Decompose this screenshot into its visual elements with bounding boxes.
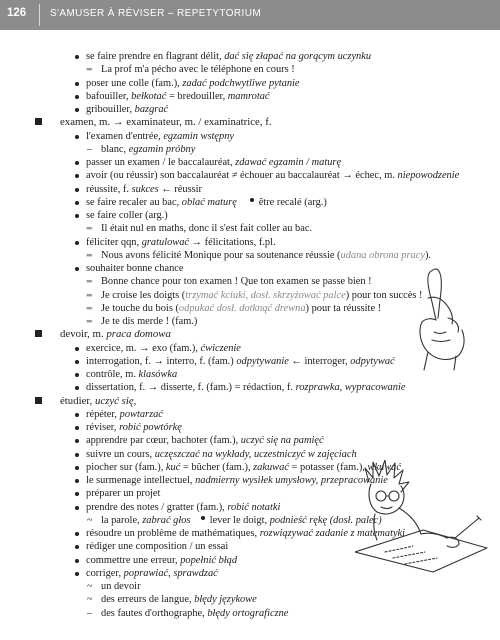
dash-icon: – — [87, 607, 92, 619]
arrow-icon: ➨ — [86, 249, 94, 260]
arrow-icon: ➨ — [86, 316, 94, 326]
arrow-icon: ➨ — [86, 289, 94, 300]
list-item — [86, 448, 357, 461]
entry-text: préparer un projet — [86, 488, 161, 500]
list-item — [87, 593, 257, 606]
entry-text: le surmenage intellectuel, nadmierny wysiłek umysłowy, przepracowanie — [86, 475, 388, 486]
example-sentence — [86, 63, 295, 76]
entry-text: des erreurs de langue, błędy językowe — [101, 594, 257, 606]
entry-text: se faire prendre en flagrant délit, dać się złapać na gorącym uczynku — [86, 51, 372, 62]
list-item — [86, 262, 184, 275]
entry-text: examen, m. → examinateur, m. / examinatrice, f. — [60, 116, 272, 129]
entry-text: être recalé (arg.) — [258, 196, 327, 208]
entry-text: piocher sur (fam.), kuć = bûcher (fam.), zakuwać = potasser (fam.), wkuwać — [86, 461, 401, 473]
list-item — [86, 209, 168, 222]
entry-text: étudier, uczyć się, — [60, 394, 137, 407]
list-item — [86, 408, 163, 421]
crossed-fingers-illustration — [408, 268, 478, 373]
list-item — [86, 368, 177, 381]
page-number: 126 — [7, 7, 27, 19]
entry-text: réviser, robić powtórkę — [86, 422, 182, 433]
list-item — [86, 90, 270, 103]
list-item — [86, 77, 300, 90]
entry-text: commettre une erreur, popełnić błąd — [86, 554, 238, 566]
entry-text: exercice, m. → exo (fam.), ćwiczenie — [86, 342, 241, 354]
entry-text: poser une colle (fam.), zadać podchwytliwe pytanie — [86, 77, 300, 89]
example-sentence — [86, 289, 423, 302]
arrow-icon: ➨ — [86, 302, 94, 313]
list-item — [86, 169, 459, 182]
arrow-icon: ➨ — [86, 276, 94, 287]
list-item — [86, 434, 324, 447]
list-item — [86, 487, 160, 500]
entry-text: résoudre un problème de mathématiques, rozwiązywać zadanie z matematyki — [86, 528, 406, 539]
entry-text: lever le doigt, podnieść rękę (dosł. palec) — [209, 514, 382, 526]
list-item — [86, 355, 395, 368]
list-item — [86, 130, 234, 143]
list-item — [86, 567, 218, 580]
list-item — [86, 50, 371, 63]
section-heading — [60, 395, 136, 408]
example-sentence — [86, 222, 313, 235]
entry-text: interrogation, f. → interro, f. (fam.) odpytywanie ← interroger, odpytywać — [86, 355, 395, 367]
tilde-icon: ~ — [87, 594, 93, 606]
header-divider — [39, 4, 40, 26]
list-item — [86, 236, 276, 249]
page-header — [0, 0, 500, 30]
tilde-icon: ~ — [87, 514, 93, 526]
entry-text: souhaiter bonne chance — [86, 263, 184, 274]
entry-text: l'examen d'entrée, egzamin wstępny — [86, 130, 235, 142]
list-item — [87, 514, 382, 527]
list-item — [86, 196, 327, 209]
list-item — [86, 103, 168, 116]
entry-text: dissertation, f. → disserte, f. (fam.) = rédaction, f. rozprawka, wypracowanie — [86, 382, 406, 394]
list-item — [86, 474, 388, 487]
list-item — [87, 607, 289, 620]
entry-text: Je croise les doigts (trzymać kciuki, dosł. skrzyżować palce) pour ton succès ! — [101, 289, 423, 301]
entry-text: répéter, powtarzać — [86, 408, 163, 420]
section-heading — [60, 328, 171, 341]
list-item — [86, 342, 241, 355]
studying-student-illustration — [355, 460, 490, 575]
list-item — [86, 421, 182, 434]
entry-text: Je touche du bois (odpukać dosł. dotknąć drewna) pour ta réussite ! — [101, 302, 382, 314]
list-item — [86, 554, 237, 567]
example-sentence — [86, 275, 372, 288]
entry-text: un devoir — [101, 581, 141, 592]
list-item — [86, 540, 228, 553]
example-sentence — [86, 302, 382, 315]
arrow-icon: ➨ — [86, 64, 94, 75]
entry-text: Il était nul en maths, donc il s'est fait coller au bac. — [101, 223, 313, 235]
entry-text: apprendre par cœur, bachoter (fam.), uczyć się na pamięć — [86, 435, 324, 447]
entry-text: devoir, m. praca domowa — [60, 328, 171, 341]
list-item — [86, 183, 202, 196]
list-item — [86, 501, 280, 514]
entry-text: prendre des notes / gratter (fam.), robić notatki — [86, 501, 281, 513]
example-sentence — [86, 315, 198, 328]
entry-text: des fautes d'orthographe, błędy ortograficzne — [101, 607, 289, 619]
entry-text: contrôle, m. klasówka — [86, 369, 178, 380]
list-item — [86, 381, 405, 394]
entry-text: La prof m'a pécho avec le téléphone en cours ! — [101, 64, 295, 76]
entry-text: Je te dis merde ! (fam.) — [101, 316, 198, 327]
entry-text: réussite, f. sukces ← réussir — [86, 183, 203, 195]
entry-text: Bonne chance pour ton examen ! Que ton examen se passe bien ! — [101, 276, 372, 288]
entry-text: bafouiller, bełkotać = bredouiller, mamrotać — [86, 90, 270, 102]
arrow-icon: ➨ — [86, 223, 94, 234]
entry-text: suivre un cours, uczęszczać na wykłady, uczestniczyć w zajęciach — [86, 448, 357, 460]
entry-text: corriger, poprawiać, sprawdzać — [86, 567, 218, 579]
entry-text: féliciter qqn, gratulować → félicitations, f.pl. — [86, 236, 276, 248]
entry-text: passer un examen / le baccalauréat, zdawać egzamin / maturę — [86, 157, 342, 168]
entry-text: la parole, zabrać głos — [101, 514, 191, 526]
section-heading — [60, 116, 272, 129]
entry-text: gribouiller, bazgrać — [86, 104, 169, 115]
entry-text: se faire recaler au bac, oblać maturę — [86, 196, 237, 208]
list-item — [87, 143, 196, 156]
entry-text: se faire coller (arg.) — [86, 210, 168, 221]
entry-text: blanc, egzamin próbny — [101, 143, 196, 155]
tilde-icon: ~ — [87, 581, 93, 592]
list-item — [87, 580, 141, 593]
list-item — [86, 156, 341, 169]
entry-text: avoir (ou réussir) son baccalauréat ≠ échouer au baccalauréat → échec, m. niepowodzenie — [86, 170, 460, 182]
entry-text: rédiger une composition / un essai — [86, 541, 229, 553]
entry-text: Nous avons félicité Monique pour sa soutenance réussie (udana obrona pracy). — [101, 249, 432, 261]
example-sentence — [86, 249, 432, 262]
dash-icon: – — [87, 143, 92, 155]
running-title: S'AMUSER À RÉVISER – REPETYTORIUM — [50, 8, 262, 19]
list-item — [86, 461, 401, 474]
